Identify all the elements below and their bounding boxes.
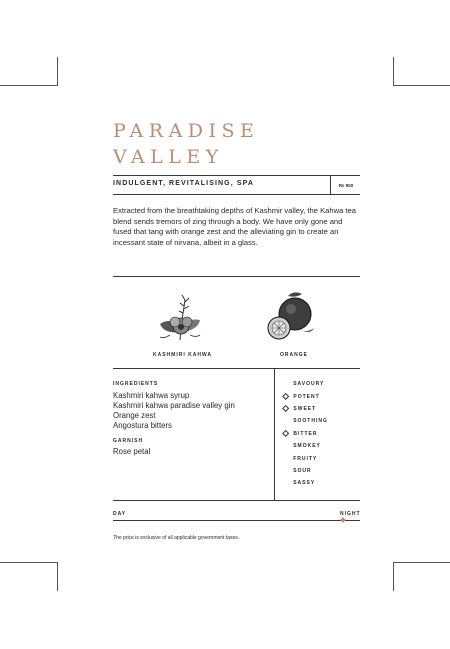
title-line-2: VALLEY <box>113 146 224 168</box>
ingredients-list <box>113 391 235 431</box>
crop-mark-bottom-left-vertical <box>57 562 58 591</box>
flavor-label: SAVOURY <box>293 381 325 388</box>
flavor-fruity <box>282 452 328 464</box>
crop-mark-bottom-left <box>0 562 57 563</box>
tax-note: The price is exclusive of all applicable government taxes. <box>113 535 240 541</box>
flavor-savoury <box>282 378 328 390</box>
flavor-profile <box>282 378 328 490</box>
garnish-heading: GARNISH <box>113 438 144 444</box>
diamond-marker-icon <box>282 393 290 401</box>
garnish-item: Rose petal <box>113 447 151 456</box>
ingredient-item: Kashmiri kahwa syrup <box>113 391 190 400</box>
flavor-label: SASSY <box>293 480 316 487</box>
flavor-potent <box>282 390 328 402</box>
night-label: NIGHT <box>340 511 361 517</box>
illustration-label-kahwa: KASHMIRI KAHWA <box>153 352 212 358</box>
price: ₨ 900 <box>330 176 361 194</box>
flavor-sour <box>282 465 328 477</box>
flavor-sweet <box>282 403 328 415</box>
flavor-label: SOUR <box>293 467 312 474</box>
flavor-label: SMOKEY <box>293 443 321 450</box>
ingredient-item: Kashmiri kahwa paradise valley gin <box>113 401 235 410</box>
kahwa-flower-icon <box>150 290 210 345</box>
day-label: DAY <box>113 511 127 517</box>
flavor-label: BITTER <box>293 430 318 437</box>
title-line-1: PARADISE <box>113 120 260 142</box>
crop-mark-top-left-vertical <box>57 57 58 86</box>
ingredients-top-rule <box>113 368 360 369</box>
day-night-marker <box>340 517 346 523</box>
drink-title <box>113 118 259 170</box>
crop-mark-top-right-vertical <box>393 57 394 86</box>
flavor-smokey <box>282 440 328 452</box>
day-night-track <box>113 520 360 521</box>
ingredients-bottom-rule <box>113 500 360 501</box>
illustration-label-orange: ORANGE <box>280 352 308 358</box>
flavor-label: SOOTHING <box>293 418 328 425</box>
tagline-bottom-rule <box>113 194 360 195</box>
illustration-top-rule <box>113 276 360 277</box>
diamond-marker-icon <box>282 405 290 413</box>
crop-mark-top-right <box>393 85 450 86</box>
diamond-marker-icon <box>282 430 290 438</box>
flavor-label: FRUITY <box>293 455 318 462</box>
ingredients-heading: INGREDIENTS <box>113 381 159 387</box>
tagline: INDULGENT, REVITALISING, SPA <box>113 180 254 187</box>
flavor-label: SWEET <box>293 405 317 412</box>
crop-mark-bottom-right <box>393 562 450 563</box>
ingredient-item: Orange zest <box>113 411 156 420</box>
flavor-sassy <box>282 477 328 489</box>
crop-mark-top-left <box>0 85 57 86</box>
tagline-top-rule <box>113 175 360 176</box>
description: Extracted from the breathtaking depths of Kashmir valley, the Kahwa tea blend sends tremors of zing through a body. We have only gone and fused that tang with orange zest and the alleviating gin to create an incessant state of nirvana, albeit in a glass. <box>113 206 356 247</box>
flavor-label: POTENT <box>293 393 320 400</box>
flavor-soothing <box>282 415 328 427</box>
column-divider <box>274 368 275 500</box>
crop-mark-bottom-right-vertical <box>393 562 394 591</box>
flavor-bitter <box>282 428 328 440</box>
ingredient-item: Angostura bitters <box>113 421 172 430</box>
orange-icon <box>262 290 322 345</box>
